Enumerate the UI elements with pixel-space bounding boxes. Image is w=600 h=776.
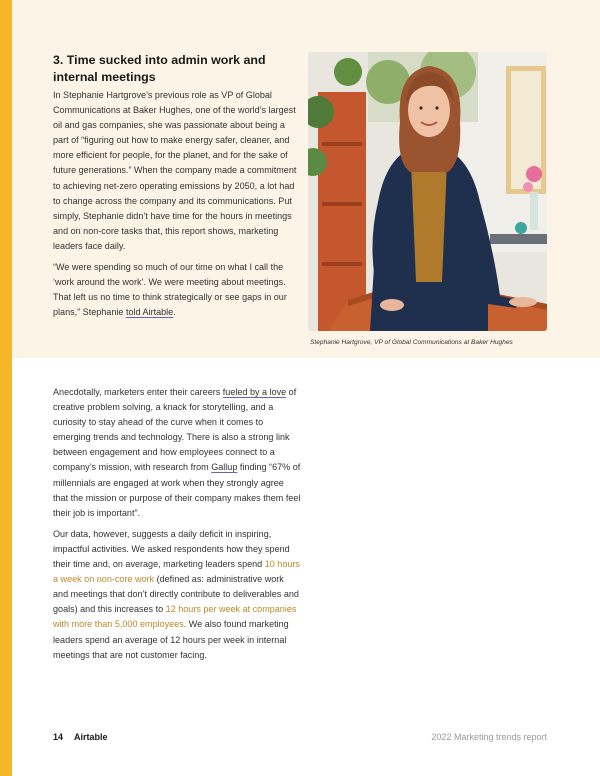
text-span: . We also found marketing leaders spend an average of 12 hours per week in internal meetings that are not customer facing. bbox=[53, 619, 289, 660]
highlight-large-company-hours: 12 hours per week at companies with more than 5,000 employees bbox=[53, 604, 297, 630]
quote-text: “We were spending so much of our time on what I call the ‘work around the work’. We were meeting about meetings. That left us no time to think strategically or see gaps in our plans,” Stephanie bbox=[53, 262, 287, 318]
top-paragraph-2 bbox=[53, 260, 301, 320]
portrait-photo bbox=[308, 52, 547, 331]
quote-end: . bbox=[173, 307, 176, 318]
photo-caption: Stephanie Hartgrove, VP of Global Communications at Baker Hughes bbox=[310, 339, 513, 346]
gallup-link[interactable]: Gallup bbox=[211, 462, 238, 473]
top-text-block bbox=[53, 88, 301, 320]
bottom-paragraph-2 bbox=[53, 527, 301, 663]
report-title: 2022 Marketing trends report bbox=[431, 732, 547, 742]
text-span: Our data, however, suggests a daily deficit in inspiring, impactful activities. We asked respondents how they spend their time and, on average, marketing leaders spend bbox=[53, 528, 290, 570]
highlight-non-core-hours: 10 hours a week on non-core work bbox=[53, 559, 300, 585]
bottom-text-block bbox=[53, 385, 301, 663]
section-heading: 3. Time sucked into admin work and internal meetings bbox=[53, 53, 266, 84]
brand-name: Airtable bbox=[74, 732, 108, 742]
text-span: finding “67% of millennials are engaged at work when they strongly agree that the mission or purpose of their company makes them feel their job is important”. bbox=[53, 462, 301, 518]
bottom-paragraph-1 bbox=[53, 385, 301, 521]
top-paragraph-1: In Stephanie Hartgrove’s previous role as VP of Global Communications at Baker Hughes, one of the world’s largest oil and gas companies, she was passionate about being a part of “figuring out how to make energy safer, cleaner, and more efficient for people, for the planet, and for the sake of future generations.” When the company made a commitment to achieving net-zero operating emissions by 2050, a lot had to change across the company and its communications. Put simply, Stephanie didn’t have time for the hours in meetings and on non-core tasks that, this report shows, marketing leaders face daily. bbox=[53, 90, 297, 251]
text-span: Anecdotally, marketers enter their careers bbox=[53, 387, 223, 397]
told-airtable-link[interactable]: told Airtable bbox=[125, 307, 174, 318]
fueled-by-a-love-link[interactable]: fueled by a love bbox=[222, 387, 287, 397]
accent-bar bbox=[0, 0, 12, 776]
page-number: 14 bbox=[53, 732, 64, 742]
text-span: (defined as: administrative work and meetings that don’t directly contribute to deliverables and goals) and this increases to bbox=[53, 574, 299, 615]
text-span: of creative problem solving, a knack for storytelling, and a curiosity to stay ahead of the curve when it comes to emerging trends and technology. There is also a strong link between engagement and how employees connect to a company’s mission, with research from bbox=[53, 387, 297, 473]
